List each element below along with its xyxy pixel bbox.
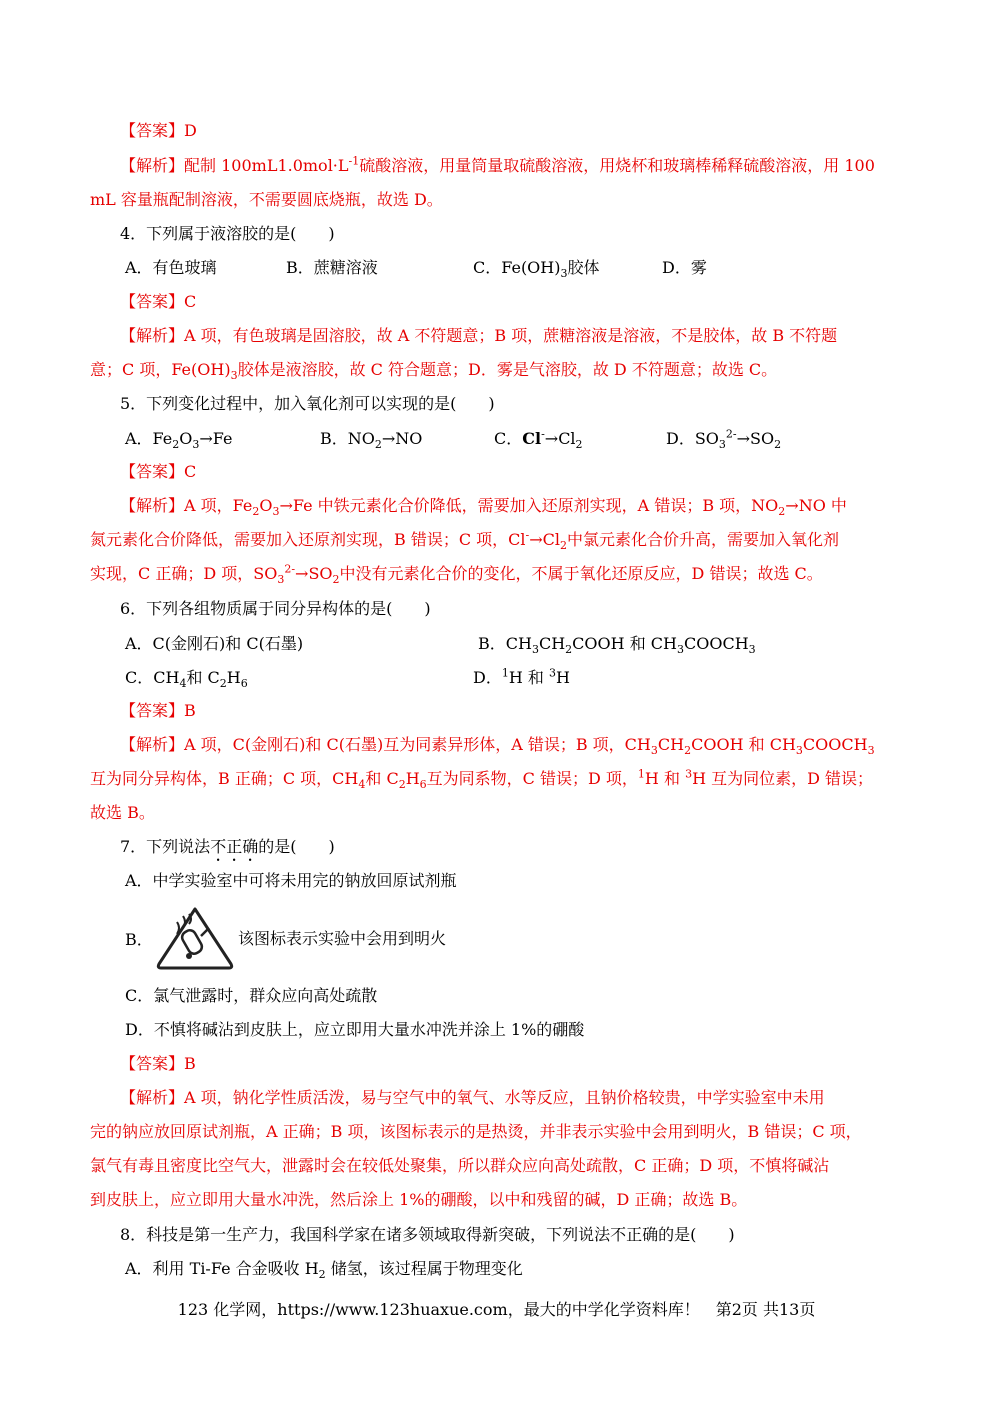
question-5-stem: 5．下列变化过程中，加入氧化剂可以实现的是( ) [120, 394, 495, 413]
q7-option-b-text: 该图标表示实验中会用到明火 [238, 929, 447, 948]
q4-option-d: D．雾 [662, 258, 707, 277]
explanation-4-line1: 【解析】A 项，有色玻璃是固溶胶，故 A 不符题意；B 项，蔗糖溶液是溶液，不是胶体，故 B 不符题 [120, 326, 838, 345]
q7-option-a: A．中学实验室中可将未用完的钠放回原试剂瓶 [125, 871, 457, 890]
q5-option-c: C．$Cl^-\to Cl_2$ [494, 427, 583, 452]
q7-option-d: D．不慎将碱沾到皮肤上，应立即用大量水冲洗并涂上 1%的硼酸 [125, 1020, 585, 1039]
hot-surface-warning-icon [155, 906, 235, 970]
answer-3: 【答案】D [120, 121, 197, 140]
q6-option-a: A．C(金刚石)和 C(石墨) [125, 634, 304, 653]
q6-option-c: C．$CH_4$和 $C_2H_6$ [125, 668, 248, 691]
explanation-7-line3: 氯气有毒且密度比空气大，泄露时会在较低处聚集，所以群众应向高处疏散，C 正确；D 项，不慎将碱沾 [90, 1156, 830, 1175]
explanation-7-line2: 完的钠应放回原试剂瓶，A 正确；B 项，该图标表示的是热烫，并非表示实验中会用到明火，B 错误；C 项， [90, 1122, 862, 1141]
question-4-stem: 4．下列属于液溶胶的是( ) [120, 224, 335, 243]
q8-option-a: A．利用 Ti-Fe 合金吸收 $H_2$ 储氢，该过程属于物理变化 [125, 1259, 523, 1282]
q5-option-a: A．$Fe_2O_3\to Fe$ [125, 429, 233, 452]
explanation-6-line2: 互为同分异构体，B 正确；C 项，$CH_4$和 $C_2H_6$互为同系物，C 错误；D 项，$^1$H 和 $^3$H 互为同位素，D 错误； [90, 767, 874, 792]
q7-option-b-label: B． [125, 930, 153, 949]
explanation-5-line1: 【解析】A 项，$Fe_2O_3\to Fe$ 中铁元素化合价降低，需要加入还原剂实现，A 错误；B 项，$NO_2\to NO$ 中 [120, 496, 847, 519]
question-7-stem: 7．下列说法不正确的是( ) [120, 837, 335, 856]
q4-option-a: A．有色玻璃 [125, 258, 217, 277]
answer-6: 【答案】B [120, 701, 196, 720]
q6-option-b: B．$CH_3CH_2COOH$ 和 $CH_3COOCH_3$ [478, 634, 756, 657]
explanation-3-line1: 【解析】配制 $100mL1.0mol\cdot L^{-1}$硫酸溶液，用量筒量取硫酸溶液，用烧杯和玻璃棒稀释硫酸溶液，用 100 [120, 154, 875, 175]
explanation-6-line1: 【解析】A 项，C(金刚石)和 C(石墨)互为同素异形体，A 错误；B 项，$CH_3CH_2COOH$ 和 $CH_3COOCH_3$ [120, 735, 875, 758]
answer-4: 【答案】C [120, 292, 197, 311]
q4-option-c: C．$Fe(OH)_3$胶体 [473, 258, 600, 281]
explanation-3-line2: mL 容量瓶配制溶液，不需要圆底烧瓶，故选 D。 [90, 190, 443, 209]
page-footer: 123 化学网，https://www.123huaxue.com，最大的中学化学资料库！ 第2页 共13页 [177, 1300, 816, 1319]
explanation-7-line1: 【解析】A 项，钠化学性质活泼，易与空气中的氧气、水等反应，且钠价格较贵，中学实验室中未用 [120, 1088, 825, 1107]
explanation-4-line2: 意；C 项，$Fe(OH)_3$胶体是液溶胶，故 C 符合题意；D．雾是气溶胶，故 D 不符题意；故选 C。 [90, 360, 778, 383]
q5-option-d: D．$SO_3^{2-}\to SO_2$ [666, 427, 782, 452]
q6-option-d: D．$^1$H 和 $^3$H [473, 666, 570, 687]
q4-option-b: B．蔗糖溶液 [286, 258, 378, 277]
q5-option-b: B．$NO_2\to NO$ [320, 429, 423, 452]
explanation-6-line3: 故选 B。 [90, 803, 155, 822]
explanation-5-line3: 实现，C 正确；D 项，$SO_3^{2-}\to SO_2$中没有元素化合价的变化，不属于氧化还原反应，D 错误；故选 C。 [90, 562, 823, 587]
explanation-5-line2: 氮元素化合价降低，需要加入还原剂实现，B 错误；C 项，$Cl^-\to Cl_2$中氯元素化合价升高，需要加入氧化剂 [90, 528, 840, 553]
answer-5: 【答案】C [120, 462, 197, 481]
q7-option-c: C．氯气泄露时，群众应向高处疏散 [125, 986, 378, 1005]
explanation-7-line4: 到皮肤上，应立即用大量水冲洗，然后涂上 1%的硼酸，以中和残留的碱，D 正确；故选 B。 [90, 1190, 748, 1209]
answer-7: 【答案】B [120, 1054, 196, 1073]
question-6-stem: 6．下列各组物质属于同分异构体的是( ) [120, 599, 431, 618]
question-8-stem: 8．科技是第一生产力，我国科学家在诸多领域取得新突破，下列说法不正确的是( ) [120, 1225, 735, 1244]
